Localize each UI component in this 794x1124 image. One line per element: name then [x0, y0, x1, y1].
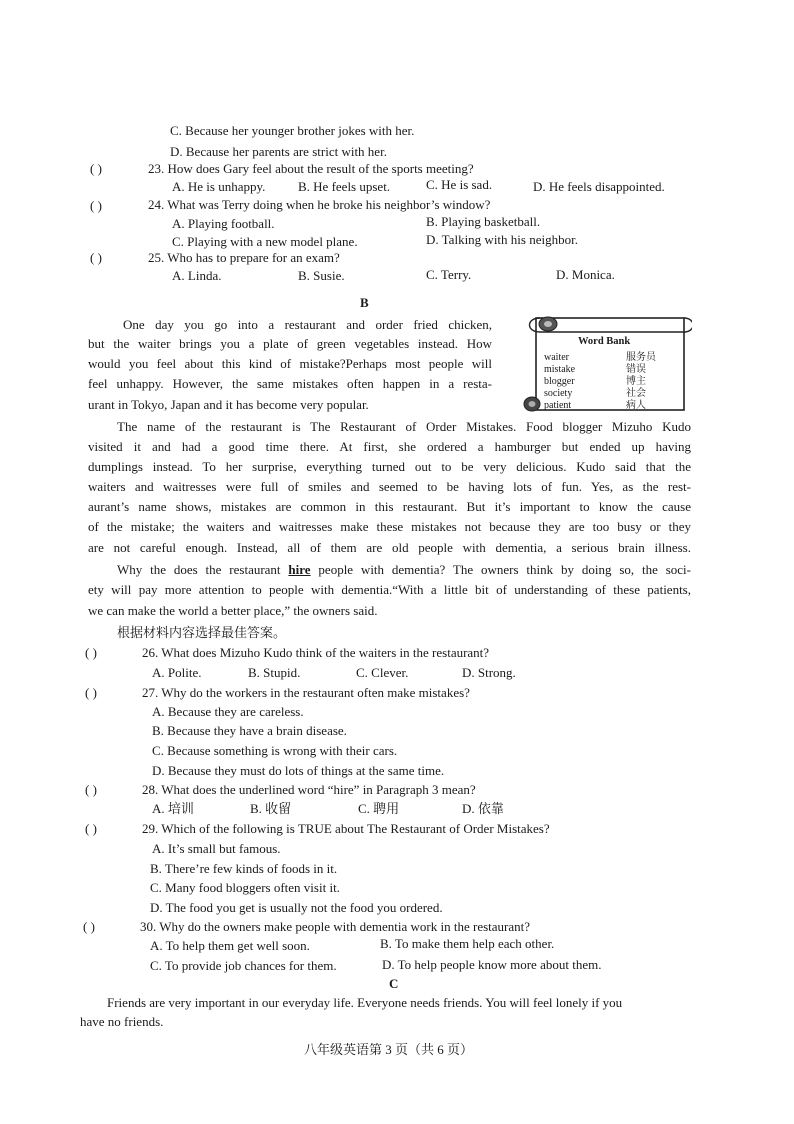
- passage-b-p2-line: The name of the restaurant is The Restaurant of Order Mistakes. Food blogger Mizuho Kudo: [117, 419, 691, 434]
- q30-option-a: A. To help them get well soon.: [150, 938, 310, 953]
- q24-stem: 24. What was Terry doing when he broke his neighbor’s window?: [148, 197, 491, 212]
- q26-option-b: B. Stupid.: [248, 665, 301, 680]
- passage-b-p1-line: One day you go into a restaurant and order fried chicken,: [123, 317, 492, 332]
- q26-stem: 26. What does Mizuho Kudo think of the waiters in the restaurant?: [142, 645, 490, 660]
- word-bank-en: mistake: [544, 364, 576, 375]
- q28-option-b: B. 收留: [250, 801, 292, 816]
- q22-option-c: C. Because her younger brother jokes with her.: [170, 123, 415, 138]
- q23-option-b: B. He feels upset.: [298, 179, 391, 194]
- q24-answer-blank[interactable]: ( ): [90, 198, 102, 213]
- q25-answer-blank[interactable]: ( ): [90, 250, 102, 265]
- instruction: 根据材料内容选择最佳答案。: [117, 625, 287, 640]
- q26-option-a: A. Polite.: [152, 665, 202, 680]
- q30-option-d: D. To help people know more about them.: [382, 957, 602, 972]
- page-footer: 八年级英语第 3 页（共 6 页）: [304, 1042, 474, 1057]
- q27-option-d: D. Because they must do lots of things at the same time.: [152, 763, 445, 778]
- q25-option-a: A. Linda.: [172, 268, 222, 283]
- p3-text: people with dementia? The owners think by doing so, the soci-: [310, 562, 691, 577]
- q23-stem: 23. How does Gary feel about the result of the sports meeting?: [148, 161, 474, 176]
- passage-b-p1-line: would you feel about this kind of mistake?Perhaps most people will: [88, 356, 492, 371]
- q24-option-b: B. Playing basketball.: [426, 214, 541, 229]
- q25-option-c: C. Terry.: [426, 267, 472, 282]
- q29-stem: 29. Which of the following is TRUE about The Restaurant of Order Mistakes?: [142, 821, 550, 836]
- q26-option-c: C. Clever.: [356, 665, 409, 680]
- passage-b-p2-line: are not careful enough. Instead, all of them are old people with dementia, a serious brain illness.: [88, 540, 691, 555]
- word-bank-zh: 博主: [626, 376, 646, 387]
- word-bank-en: waiter: [544, 352, 569, 363]
- q28-option-d: D. 依靠: [462, 801, 504, 816]
- word-bank-title: Word Bank: [578, 336, 631, 347]
- word-bank-en: blogger: [544, 376, 575, 387]
- passage-b-p2-line: of the mistake; the waiters and waitresses make these mistakes not because they are too busy or they: [88, 519, 691, 534]
- q22-option-d: D. Because her parents are strict with her.: [170, 144, 387, 159]
- section-c-heading: C: [389, 976, 399, 991]
- word-bank-zh: 服务员: [626, 352, 656, 363]
- word-bank-en: patient: [544, 400, 572, 411]
- q24-option-a: A. Playing football.: [172, 216, 275, 231]
- q28-stem: 28. What does the underlined word “hire” in Paragraph 3 mean?: [142, 782, 476, 797]
- q26-answer-blank[interactable]: ( ): [85, 645, 97, 660]
- word-bank-zh: 社会: [626, 388, 646, 399]
- q23-option-d: D. He feels disappointed.: [533, 179, 665, 194]
- q26-option-d: D. Strong.: [462, 665, 516, 680]
- q25-stem: 25. Who has to prepare for an exam?: [148, 250, 340, 265]
- q27-option-b: B. Because they have a brain disease.: [152, 723, 347, 738]
- q25-option-d: D. Monica.: [556, 267, 615, 282]
- passage-c-line: Friends are very important in our everyday life. Everyone needs friends. You will feel lonely if you: [107, 995, 623, 1010]
- q24-option-c: C. Playing with a new model plane.: [172, 234, 358, 249]
- q27-option-c: C. Because something is wrong with their cars.: [152, 743, 398, 758]
- word-bank-en: society: [544, 388, 573, 399]
- word-bank: [522, 312, 692, 416]
- passage-b-p2-line: dumplings instead. To her surprise, everything turned out to be very delicious. Kudo said that the: [88, 459, 691, 474]
- q30-stem: 30. Why do the owners make people with dementia work in the restaurant?: [140, 919, 531, 934]
- q23-option-c: C. He is sad.: [426, 177, 493, 192]
- q28-answer-blank[interactable]: ( ): [85, 782, 97, 797]
- passage-b-p1-line: urant in Tokyo, Japan and it has become very popular.: [88, 397, 369, 412]
- q28-option-a: A. 培训: [152, 801, 194, 816]
- passage-b-p1-line: feel unhappy. However, the same mistakes often happen in a resta-: [88, 376, 492, 391]
- q24-option-d: D. Talking with his neighbor.: [426, 232, 578, 247]
- q27-option-a: A. Because they are careless.: [152, 704, 304, 719]
- q25-option-b: B. Susie.: [298, 268, 345, 283]
- passage-b-p1-line: but the waiter brings you a plate of green vegetables instead. How: [88, 336, 492, 351]
- passage-b-p3-line3: we can make the world a better place,” the owners said.: [88, 603, 378, 618]
- word-bank-zh: 病人: [626, 400, 646, 411]
- passage-b-p2-line: waiters and waitresses were full of smiles and seemed to be having lots of fun. Yes, as the rest-: [88, 479, 691, 494]
- q29-option-d: D. The food you get is usually not the food you ordered.: [150, 900, 443, 915]
- word-bank-zh: 错误: [626, 364, 646, 375]
- passage-c-line: have no friends.: [80, 1014, 164, 1029]
- passage-b-p3-line1: [117, 563, 691, 576]
- q23-answer-blank[interactable]: ( ): [90, 161, 102, 176]
- q30-option-b: B. To make them help each other.: [380, 936, 555, 951]
- passage-b-p2-line: aurant’s name shows, mistakes are common in this restaurant. But it’s important to know the cause: [88, 499, 691, 514]
- q29-option-c: C. Many food bloggers often visit it.: [150, 880, 340, 895]
- q29-option-b: B. There’re few kinds of foods in it.: [150, 861, 338, 876]
- passage-b-p3-line2: ety will pay more attention to people with dementia.“With a little bit of understanding of these patients,: [88, 582, 691, 597]
- q27-answer-blank[interactable]: ( ): [85, 685, 97, 700]
- underlined-word-hire: hire: [288, 562, 311, 577]
- q23-option-a: A. He is unhappy.: [172, 179, 266, 194]
- q30-answer-blank[interactable]: ( ): [83, 919, 95, 934]
- section-b-heading: B: [360, 295, 369, 310]
- passage-b-p2-line: visited it and had a good time there. At first, she ordered a hamburger but ended up having: [88, 439, 691, 454]
- q30-option-c: C. To provide job chances for them.: [150, 958, 337, 973]
- q28-option-c: C. 聘用: [358, 801, 400, 816]
- q29-answer-blank[interactable]: ( ): [85, 821, 97, 836]
- q27-stem: 27. Why do the workers in the restaurant often make mistakes?: [142, 685, 470, 700]
- p3-text: Why the does the restaurant: [117, 562, 289, 577]
- q29-option-a: A. It’s small but famous.: [152, 841, 281, 856]
